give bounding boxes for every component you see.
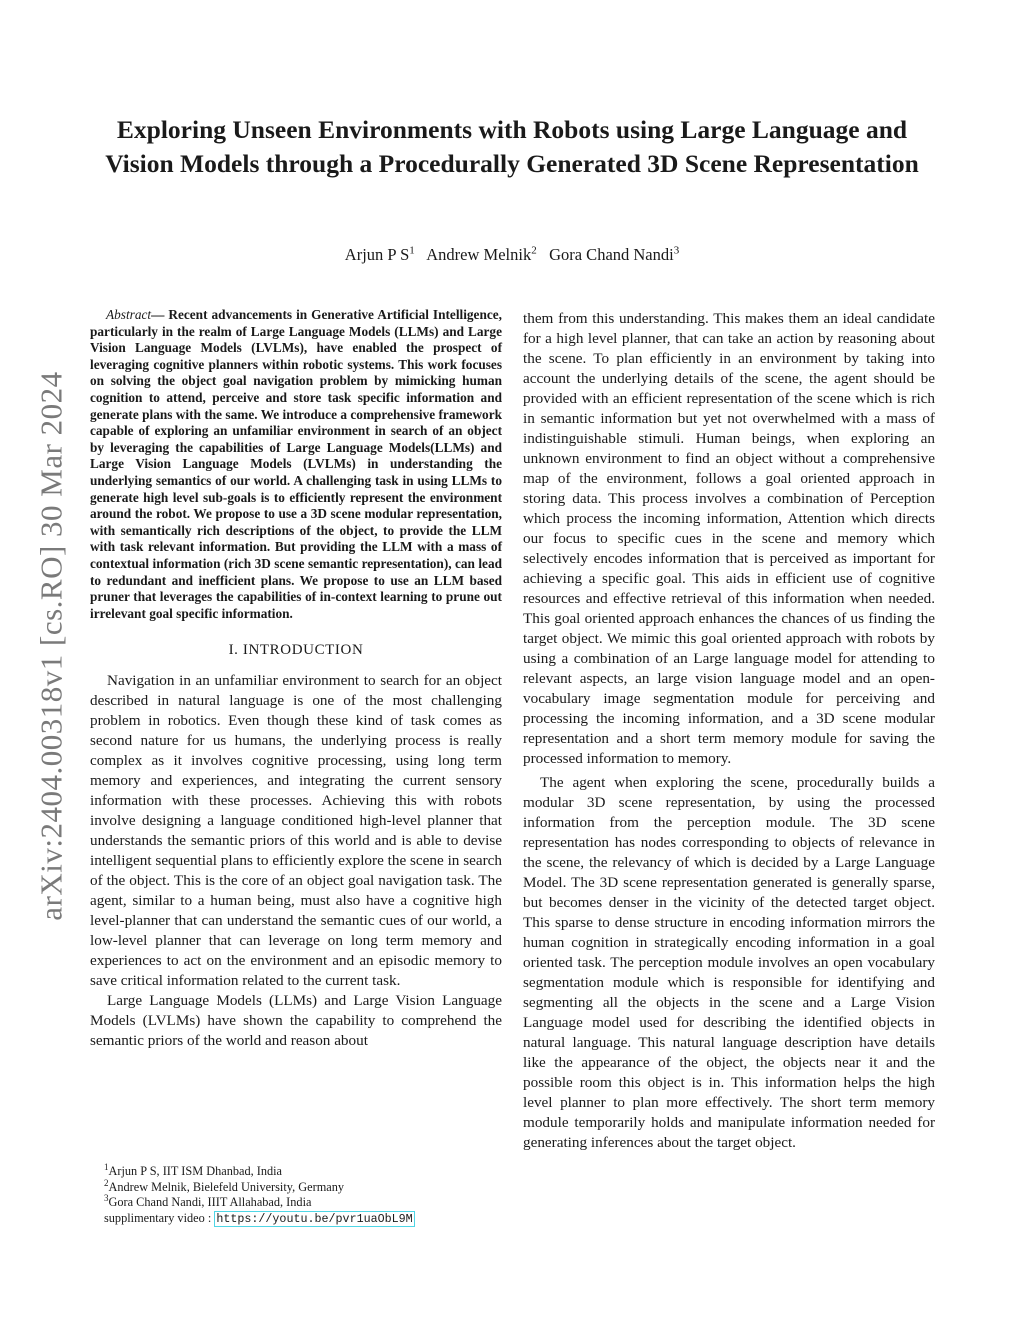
footnote xyxy=(104,1161,504,1180)
author-affiliation-mark: 1 xyxy=(409,244,415,257)
abstract-label: Abstract xyxy=(106,307,152,322)
section-heading-introduction: I. INTRODUCTION xyxy=(228,642,364,659)
body-paragraph: Navigation in an unfamiliar environment to search for an object described in natural language is one of the most challenging problem in robotics. Even though these kind of task comes as second nature for us humans, the underlying process is really complex as it involves cognitive processing, using long term memory and experiences, and integrating the current sensory information with these processes. Achieving this with robots involve designing a language conditioned high-level planner that understands the semantic priors of this world and is able to devise intelligent sequential plans to efficiently explore the scene in search of the object. This is the core of an object goal navigation task. The agent, similar to a human being, must also have a cognitive high level-planner that can understand the semantic cues of our world, a low-level planner that can leverage on long term memory and experiences to act on the environment and an episodic memory to save critical information related to the current task. xyxy=(90,672,502,990)
body-paragraph: Large Language Models (LLMs) and Large Vision Language Models (LVLMs) have shown the capability to comprehend the semantic priors of the world and reason about xyxy=(90,992,502,1050)
author-name: Gora Chand Nandi xyxy=(549,245,674,264)
footnote xyxy=(104,1192,504,1211)
left-column xyxy=(90,307,502,1051)
body-paragraph-continued: them from this understanding. This makes them an ideal candidate for a high level planner, that can take an action by reasoning about the scene. To plan efficiently in an environment by taking into account the underlying details of the scene, the agent should be provided with an efficient representation of the scene which is rich in semantic information but yet not overwhelmed with a mass of indistinguishable stimuli. Human beings, when exploring an unknown environment to find an object without a comprehensive map of the environment, follows a goal oriented approach in storing data. This process involves a combination of Perception which process the incoming information, Attention which directs our focus to specific cues in the scene and memory which selectively encodes information that is perceived as important for achieving a specific goal. This aids in efficient use of cognitive resources and effective retrieval of this information when needed. This goal oriented approach enhances the chances of us finding the target object. We mimic this goal oriented approach with robots by using a combination of an Large language model for attending to relevant aspects, an large vision language model and an open-vocabulary image segmentation module for perceiving and processing the incoming information, and a 3D scene modular representation and a short term memory module for saving the processed information to memory. xyxy=(523,310,935,767)
footnotes xyxy=(104,1161,504,1227)
supplementary-label: supplimentary video : xyxy=(104,1210,215,1225)
right-column xyxy=(523,309,935,1153)
footnote-text: Arjun P S, IIT ISM Dhanbad, India xyxy=(108,1164,283,1178)
author-name: Arjun P S xyxy=(344,245,410,264)
footnote-mark: 2 xyxy=(104,1177,109,1188)
abstract xyxy=(90,307,502,622)
arxiv-stamp-text: arXiv:2404.00318v1 [cs.RO] 30 Mar 2024 xyxy=(34,371,70,921)
author-list xyxy=(150,243,874,267)
footnote-mark: 3 xyxy=(104,1192,109,1203)
footnote-text: Andrew Melnik, Bielefeld University, Germany xyxy=(108,1179,345,1194)
supplementary-video-line xyxy=(104,1211,504,1228)
body-paragraph: The agent when exploring the scene, procedurally builds a modular 3D scene representation, by using the processed information from the perception module. The 3D scene representation has nodes corresponding to objects of relevance in the scene, the relevancy of which is decided by a Large Language Model. The 3D scene representation generated is generally sparse, but becomes denser in the vicinity of the detected target object. This sparse to dense structure in encoding information mirrors the human cognition in strategically encoding information in a goal oriented task. The perception module involves an open vocabulary segmentation module which is responsible for identifying and segmenting all the objects in the scene and a Large Vision Language model used for describing the identified objects in natural language. This natural language description have details like the appearance of the object, the objects near it and the possible room this object is in. This information helps the high level planner to plan more effectively. The short term memory module temporarily holds and manipulate information needed for generating inferences about the target object. xyxy=(523,774,935,1151)
paper-title: Exploring Unseen Environments with Robots using Large Language and Vision Models through a Procedurally Generated 3D Scene Representation xyxy=(105,115,919,178)
author-affiliation-mark: 3 xyxy=(673,244,680,257)
abstract-text: — Recent advancements in Generative Artificial Intelligence, particularly in the realm of Large Language Models (LLMs) and Large Vision Language Models (LVLMs), have enabled the prospect of leveraging cognitive planners within robotic systems. This work focuses on solving the object goal navigation problem by mimicking human cognition to attend, perceive and store task specific information and generate plans with the same. We introduce a comprehensive framework capable of exploring an unfamiliar environment in search of an object by leveraging the capabilities of Large Language Models(LLMs) and Large Vision Language Models (LVLMs) in understanding the underlying semantics of our world. A challenging task in using LLMs to generate high level sub-goals is to efficiently represent the environment around the robot. We propose to use a 3D scene modular representation, with semantically rich descriptions of the object, to provide the LLM with task relevant information. But providing the LLM with a mass of contextual information (rich 3D scene semantic representation), can lead to redundant and inefficient plans. We propose to use an LLM based pruner that leverages the capabilities of in-context learning to prune out irrelevant goal specific information. xyxy=(90,307,502,621)
footnote-text: Gora Chand Nandi, IIIT Allahabad, India xyxy=(108,1195,312,1209)
author-affiliation-mark: 2 xyxy=(531,244,537,257)
footnote xyxy=(104,1177,504,1196)
author-name: Andrew Melnik xyxy=(426,245,532,264)
footnote-mark: 1 xyxy=(104,1161,109,1172)
arxiv-identifier-stamp xyxy=(29,348,75,944)
supplementary-video-link[interactable]: https://youtu.be/pvr1uaObL9M xyxy=(216,1211,413,1226)
